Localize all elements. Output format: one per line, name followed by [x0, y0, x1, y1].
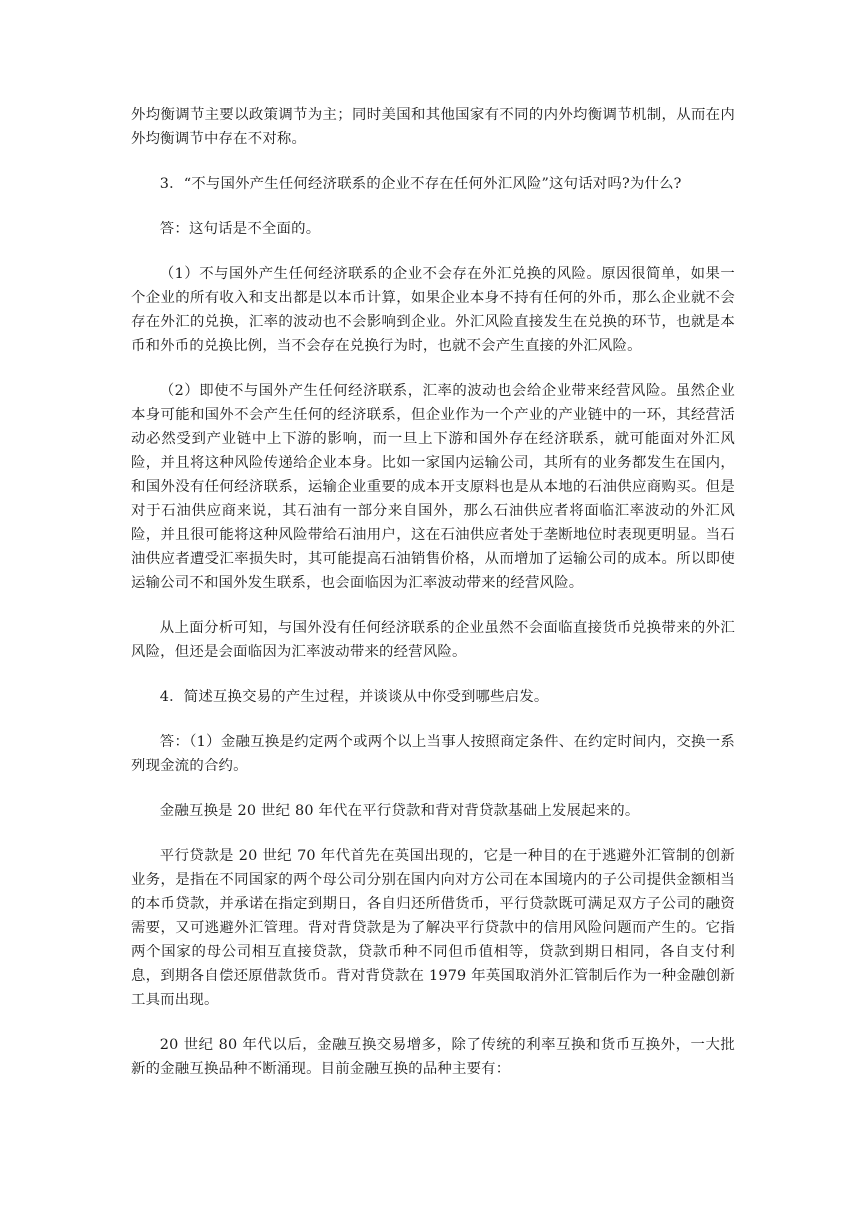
answer-4-origin: 金融互换是 20 世纪 80 年代在平行贷款和背对背贷款基础上发展起来的。: [159, 803, 640, 819]
answer-3-intro: 答：这句话是不全面的。: [159, 221, 321, 237]
paragraph-continuation: 外均衡调节主要以政策调节为主；同时美国和其他国家有不同的内外均衡调节机制，从而在内外均衡调节中存在不对称。: [131, 107, 735, 147]
answer-4-swap-varieties: 20 世纪 80 年代以后，金融互换交易增多，除了传统的利率互换和货币互换外，一大批新的金融互换品种不断涌现。目前金融互换的品种主要有：: [131, 1037, 735, 1077]
answer-3-point-2: （2）即使不与国外产生任何经济联系，汇率的波动也会给企业带来经营风险。虽然企业本身可能和国外不会产生任何的经济联系，但企业作为一个产业的产业链中的一环，其经营活动必然受到产业链中上下游的影响，而一旦上下游和国外存在经济联系，就可能面对外汇风险，并且将这种风险传递给企业本身。比如一家国内运输公司，其所有的业务都发生在国内，和国外没有任何经济联系，运输企业重要的成本开支原料也是从本地的石油供应商购买。但是对于石油供应商来说，其石油有一部分来自国外，那么石油供应者将面临汇率波动的外汇风险，并且很可能将这种风险带给石油用户，这在石油供应者处于垄断地位时表现更明显。当石油供应者遭受汇率损失时，其可能提高石油销售价格，从而增加了运输公司的成本。所以即使运输公司不和国外发生联系，也会面临因为汇率波动带来的经营风险。: [131, 383, 735, 591]
question-3-heading: 3．“不与国外产生任何经济联系的企业不存在任何外汇风险”这句话对吗?为什么?: [159, 176, 682, 192]
answer-3-conclusion: 从上面分析可知，与国外没有任何经济联系的企业虽然不会面临直接货币兑换带来的外汇风险，但还是会面临因为汇率波动带来的经营风险。: [131, 620, 735, 660]
answer-4-parallel-loans: 平行贷款是 20 世纪 70 年代首先在英国出现的，它是一种目的在于逃避外汇管制的创新业务，是指在不同国家的两个母公司分别在国内向对方公司在本国境内的子公司提供金额相当的本币贷款，并承诺在指定到期日，各自归还所借货币，平行贷款既可满足双方子公司的融资需要，又可逃避外汇管理。背对背贷款是为了解决平行贷款中的信用风险问题而产生的。它指两个国家的母公司相互直接贷款，贷款币种不同但币值相等，贷款到期日相同，各自支付利息，到期各自偿还原借款货币。背对背贷款在 1979 年英国取消外汇管制后作为一种金融创新工具而出现。: [131, 848, 735, 1008]
answer-3-point-1: （1）不与国外产生任何经济联系的企业不会存在外汇兑换的风险。原因很简单，如果一个企业的所有收入和支出都是以本币计算，如果企业本身不持有任何的外币，那么企业就不会存在外汇的兑换，汇率的波动也不会影响到企业。外汇风险直接发生在兑换的环节，也就是本币和外币的兑换比例，当不会存在兑换行为时，也就不会产生直接的外汇风险。: [131, 266, 735, 354]
question-4-heading: 4．简述互换交易的产生过程，并谈谈从中你受到哪些启发。: [159, 689, 549, 705]
answer-4-point-1: 答：（1）金融互换是约定两个或两个以上当事人按照商定条件、在约定时间内，交换一系列现金流的合约。: [131, 734, 735, 774]
document-body: [131, 103, 735, 1102]
